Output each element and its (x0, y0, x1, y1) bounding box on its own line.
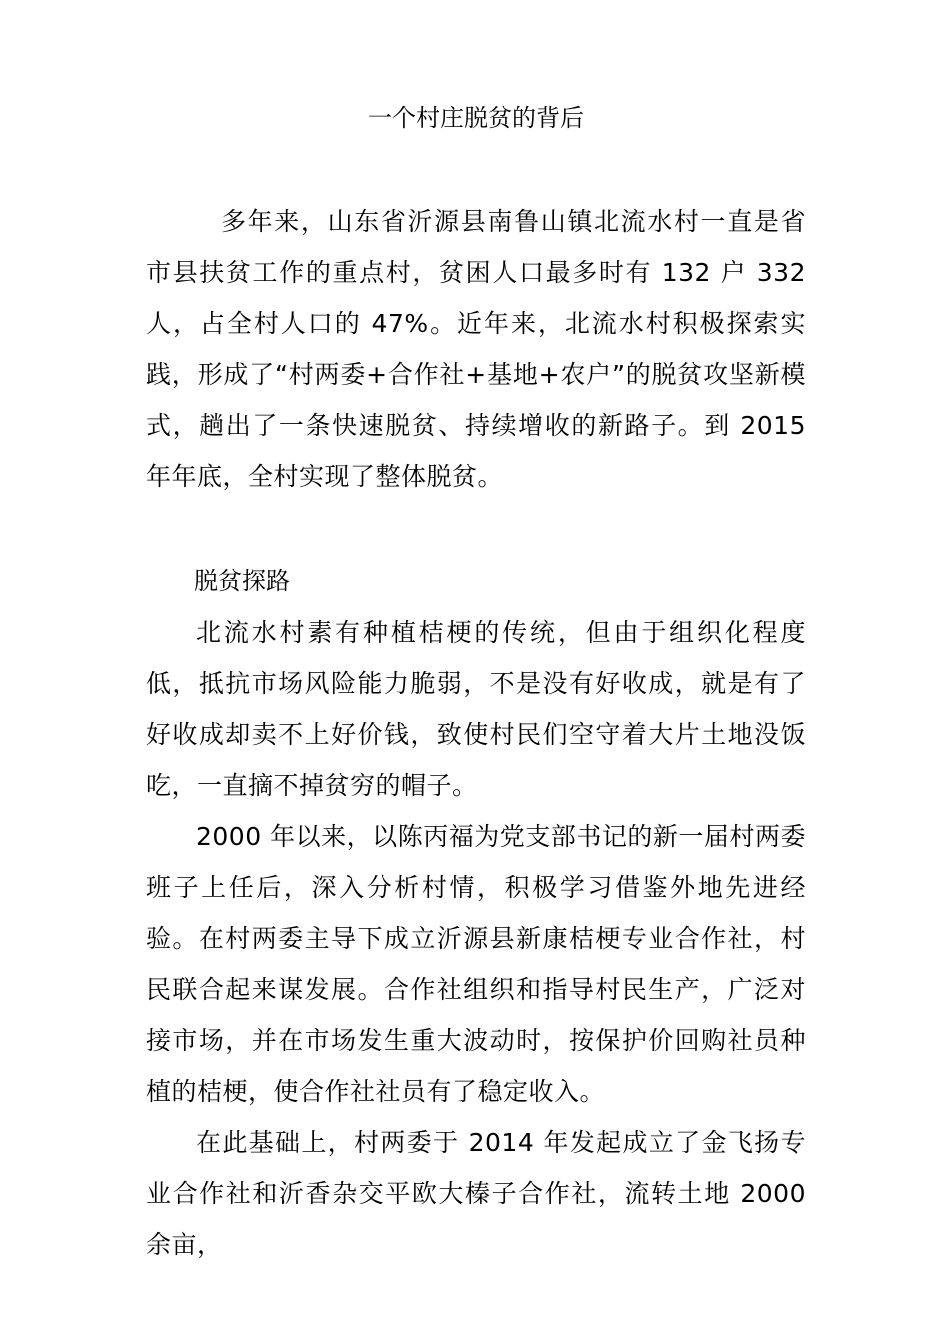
section-heading: 脱贫探路 (194, 567, 290, 595)
body-paragraph: 2000 年以来，以陈丙福为党支部书记的新一届村两委班子上任后，深入分析村情，积极学习借鉴外地先进经验。在村两委主导下成立沂源县新康桔梗专业合作社，村民联合起来谋发展。合作社组织和指导村民生产，广泛对接市场，并在市场发生重大波动时，按保护价回购社员种植的桔梗，使合作社社员有了稳定收入。 (146, 822, 806, 1106)
body-paragraph: 在此基础上，村两委于 2014 年发起成立了金飞扬专业合作社和沂香杂交平欧大榛子合作社，流转土地 2000 余亩， (146, 1128, 806, 1259)
body-paragraph: 北流水村素有种植桔梗的传统，但由于组织化程度低，抵抗市场风险能力脆弱，不是没有好收成，就是有了好收成却卖不上好价钱，致使村民们空守着大片土地没饭吃，一直摘不掉贫穷的帽子。 (146, 618, 806, 800)
intro-paragraph: 多年来，山东省沂源县南鲁山镇北流水村一直是省市县扶贫工作的重点村，贫困人口最多时有 132 户 332 人，占全村人口的 47%。近年来，北流水村积极探索实践，形成了“村两委+合作社+基地+农户”的脱贫攻坚新模式，趟出了一条快速脱贫、持续增收的新路子。到 2015 年年底，全村实现了整体脱贫。 (146, 207, 806, 491)
document-body (146, 98, 806, 1270)
document-title: 一个村庄脱贫的背后 (368, 104, 584, 132)
section-spacer (146, 502, 806, 556)
